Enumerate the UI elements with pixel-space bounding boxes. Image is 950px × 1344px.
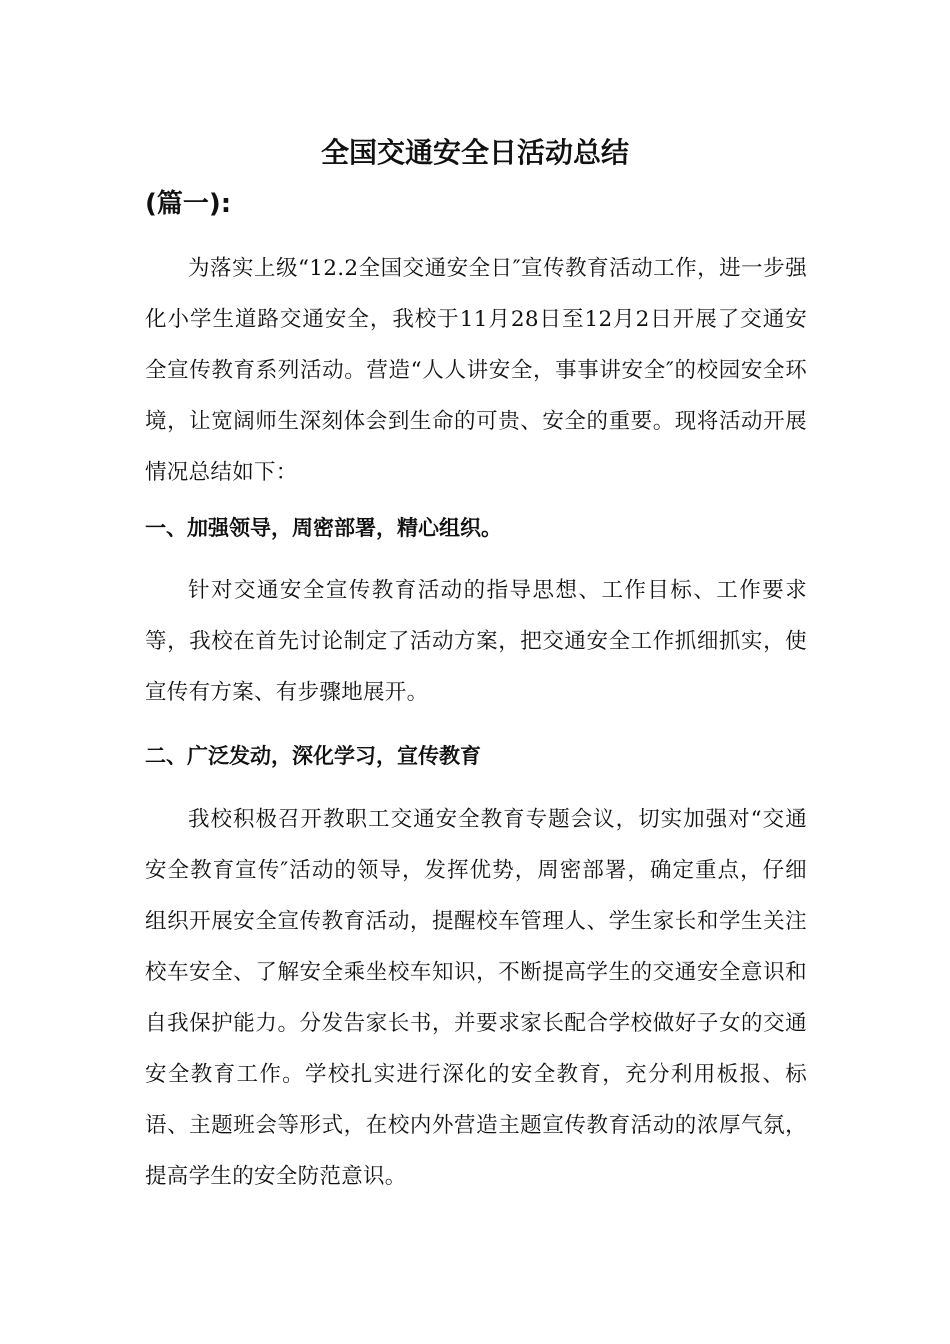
section-1-heading: 一、加强领导，周密部署，精心组织。 bbox=[145, 516, 502, 540]
section-2-paragraph: 我校积极召开教职工交通安全教育专题会议，切实加强对“交通安全教育宣传″活动的领导，发挥优势，周密部署，确定重点，仔细组织开展安全宣传教育活动，提醒校车管理人、学生家长和学生关注校车安全、了解安全乘坐校车知识，不断提高学生的交通安全意识和自我保护能力。分发告家长书，并要求家长配合学校做好子女的交通安全教育工作。学校扎实进行深化的安全教育，充分利用板报、标语、主题班会等形式，在校内外营造主题宣传教育活动的浓厚气氛，提高学生的安全防范意识。 bbox=[145, 807, 807, 1189]
document-title: 全国交通安全日活动总结 bbox=[320, 136, 629, 169]
intro-paragraph: 为落实上级“12.2全国交通安全日″宣传教育活动工作，进一步强化小学生道路交通安全，我校于11月28日至12月2日开展了交通安全宣传教育系列活动。营造“人人讲安全，事事讲安全″的校园安全环境，让宽阔师生深刻体会到生命的可贵、安全的重要。现将活动开展情况总结如下： bbox=[145, 256, 807, 485]
document-subtitle: (篇一): bbox=[145, 189, 232, 219]
section-2-heading: 二、广泛发动，深化学习，宣传教育 bbox=[145, 744, 481, 768]
section-1-paragraph: 针对交通安全宣传教育活动的指导思想、工作目标、工作要求等，我校在首先讨论制定了活动方案，把交通安全工作抓细抓实，使宣传有方案、有步骤地展开。 bbox=[145, 578, 807, 705]
